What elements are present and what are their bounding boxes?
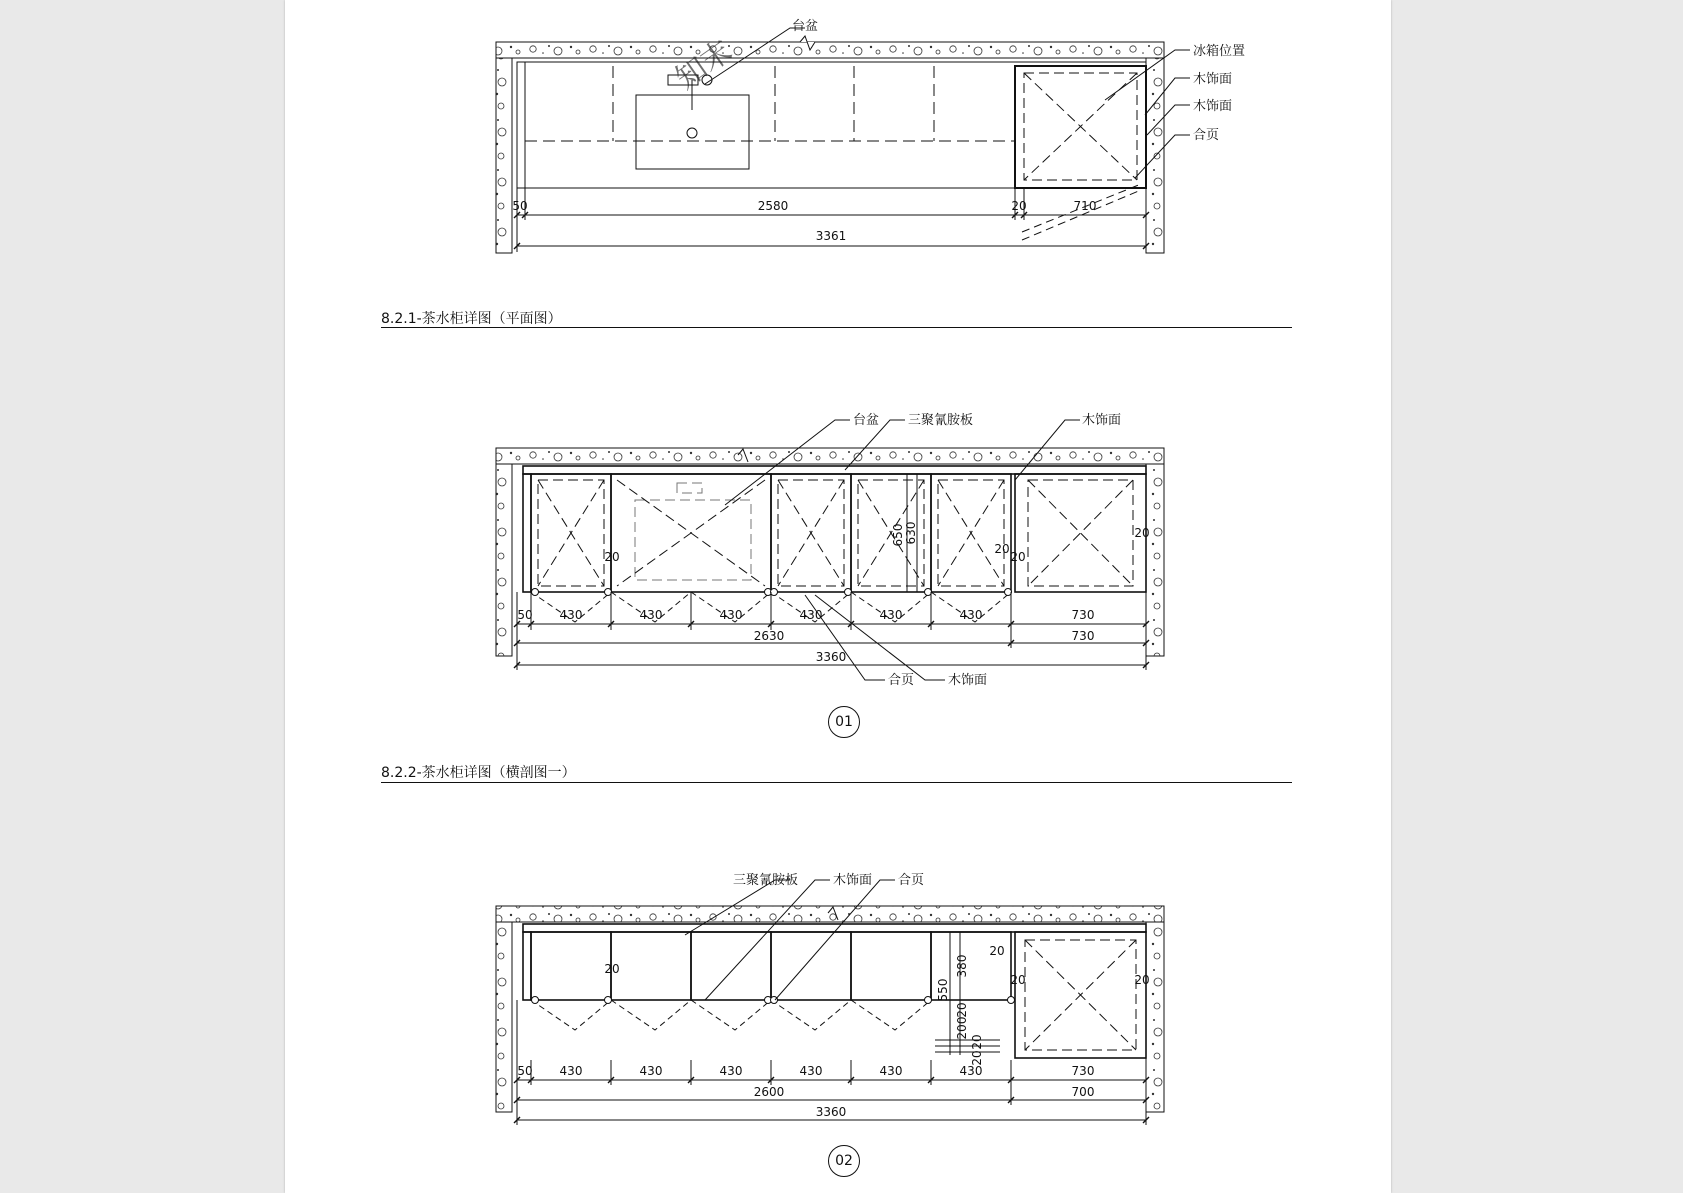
s2-dim-430-2: 430	[639, 1064, 663, 1078]
s1-label-wood-bottom: 木饰面	[948, 673, 988, 688]
s1-dim-3360: 3360	[815, 650, 847, 664]
plan-label-wood-2: 木饰面	[1193, 99, 1233, 114]
plan-dim-3361: 3361	[815, 229, 847, 243]
s1-dim-430-2: 430	[639, 608, 663, 622]
s1-inner-20-b: 20	[994, 542, 1010, 556]
s2-dim-430-3: 430	[719, 1064, 743, 1078]
plan-dim-50: 50	[512, 199, 528, 213]
s2-inner-20-b: 20	[1010, 973, 1026, 987]
s2-dim-700: 700	[1071, 1085, 1095, 1099]
s1-inner-630: 630	[904, 521, 918, 545]
section1-title-rule	[381, 782, 1292, 783]
s2-inner-200: 200	[955, 1016, 969, 1040]
cad-drawing	[285, 0, 1391, 1193]
s1-dim-2630: 2630	[753, 629, 785, 643]
s1-inner-20-a: 20	[604, 550, 620, 564]
s1-dim-430-1: 430	[559, 608, 583, 622]
plan-dim-710: 710	[1073, 199, 1097, 213]
s2-dim-3360: 3360	[815, 1105, 847, 1119]
s2-inner-20-c: 20	[989, 944, 1005, 958]
plan-dim-2580: 2580	[757, 199, 789, 213]
section2-number: 02	[828, 1145, 860, 1177]
s2-inner-20-d: 20	[955, 1002, 969, 1018]
s2-dim-50: 50	[517, 1064, 533, 1078]
s1-dim-730b: 730	[1071, 629, 1095, 643]
s2-label-melamine: 三聚氰胺板	[733, 873, 799, 888]
plan-dim-20: 20	[1011, 199, 1027, 213]
section1-number: 01	[828, 706, 860, 738]
s2-dim-430-6: 430	[959, 1064, 983, 1078]
s2-dim-430-5: 430	[879, 1064, 903, 1078]
s1-inner-650: 650	[891, 523, 905, 547]
s2-inner-20-a: 20	[604, 962, 620, 976]
s2-inner-20-f: 20	[970, 1050, 984, 1066]
s2-inner-20-e: 20	[1134, 973, 1150, 987]
s1-dim-430-5: 430	[879, 608, 903, 622]
section2-view	[496, 880, 1164, 1125]
document-page	[285, 0, 1391, 1193]
s1-dim-50: 50	[517, 608, 533, 622]
s1-dim-430-3: 430	[719, 608, 743, 622]
s2-inner-380: 380	[955, 954, 969, 978]
s2-dim-730: 730	[1071, 1064, 1095, 1078]
s2-inner-20-g: 20	[970, 1034, 984, 1050]
s1-dim-430-4: 430	[799, 608, 823, 622]
s2-label-wood: 木饰面	[833, 873, 873, 888]
s1-label-hinge: 合页	[888, 673, 915, 688]
plan-label-sink: 台盆	[792, 19, 819, 34]
section1-view	[496, 420, 1164, 680]
s1-dim-430-6: 430	[959, 608, 983, 622]
plan-title: 8.2.1-茶水柜详图（平面图）	[381, 311, 562, 327]
plan-label-fridge: 冰箱位置	[1193, 44, 1246, 59]
plan-view	[496, 28, 1190, 253]
s1-dim-730: 730	[1071, 608, 1095, 622]
s2-dim-2600: 2600	[753, 1085, 785, 1099]
s2-label-hinge: 合页	[898, 873, 925, 888]
s2-dim-430-1: 430	[559, 1064, 583, 1078]
section1-title: 8.2.2-茶水柜详图（横剖图一）	[381, 765, 576, 781]
plan-label-wood-1: 木饰面	[1193, 72, 1233, 87]
s2-dim-430-4: 430	[799, 1064, 823, 1078]
s1-inner-20-c: 20	[1010, 550, 1026, 564]
s1-label-melamine: 三聚氰胺板	[908, 413, 974, 428]
plan-label-hinge: 合页	[1193, 128, 1220, 143]
watermark: 知末	[669, 33, 739, 97]
s1-label-wood-top: 木饰面	[1082, 413, 1122, 428]
s1-label-sink: 台盆	[853, 413, 880, 428]
plan-title-rule	[381, 327, 1292, 328]
s1-inner-20-d: 20	[1134, 526, 1150, 540]
s2-inner-550: 550	[936, 978, 950, 1002]
